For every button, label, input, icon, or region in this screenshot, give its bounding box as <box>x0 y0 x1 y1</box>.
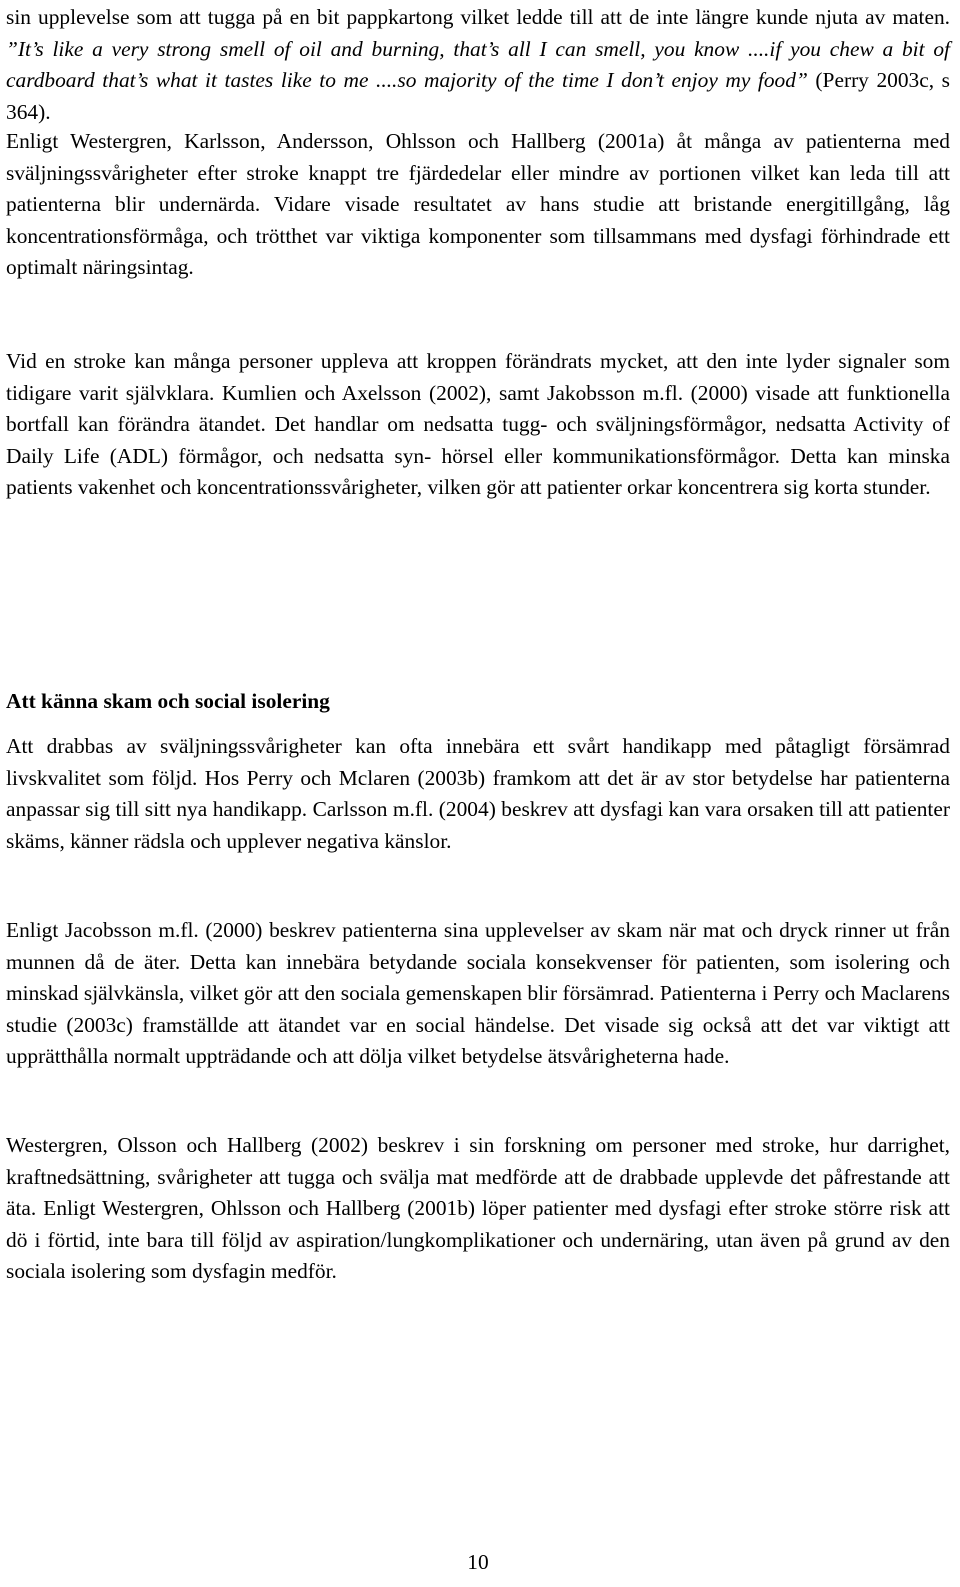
paragraph-handicap: Att drabbas av sväljningssvårigheter kan ofta innebära ett svårt handikapp med påtagligt försämrad livskvalitet som följd. Hos Perry och Mclaren (2003b) framkom att det är av stor betydelse har patienterna anpassar sig till sitt nya handikapp. Carlsson m.fl. (2004) beskrev att dysfagi kan vara orsaken till att patienter skäms, känner rädsla och upplever negativa känslor. <box>6 734 950 853</box>
quote-citation: (Perry 2003c, s 364). <box>6 68 950 124</box>
paragraph-westergren-2001a: Enligt Westergren, Karlsson, Andersson, Ohlsson och Hallberg (2001a) åt många av patienterna med sväljningssvårigheter efter stroke knappt tre fjärdedelar eller mindre av portionen vilket kan leda till att patienterna blir undernärda. Vidare visade resultatet av hans studie att bristande energitillgång, låg koncentrationsförmåga, och trötthet var viktiga komponenter som tillsammans med dysfagi förhindrade ett optimalt näringsintag. <box>6 129 950 279</box>
english-quote: ”It’s like a very strong smell of oil and burning, that’s all I can smell, you know ....if you chew a bit of cardboard that’s what it tastes like to me ....so majority of the time I don’t enjoy my food” <box>6 36 950 92</box>
quote-lead-text: sin upplevelse som att tugga på en bit pappkartong vilket ledde till att de inte längre kunde njuta av maten. <box>6 5 950 29</box>
paragraph-stroke-changes: Vid en stroke kan många personer uppleva att kroppen förändrats mycket, att den inte lyder signaler som tidigare varit självklara. Kumlien och Axelsson (2002), samt Jakobsson m.fl. (2000) visade att funktionella bortfall kan förändra ätandet. Det handlar om nedsatta tugg- och sväljningsförmågor, nedsatta Activity of Daily Life (ADL) förmågor, och nedsatta syn- hörsel eller kommunikationsförmågor. Detta kan minska patients vakenhet och koncentrationssvårigheter, vilken gör att patienter orkar koncentrera sig korta stunder. <box>6 349 950 499</box>
paragraph-shame: Enligt Jacobsson m.fl. (2000) beskrev patienterna sina upplevelser av skam när mat och dryck rinner ut från munnen då de äter. Detta kan innebära betydande sociala konsekvenser för patienten, som isolering och minskad självkänsla, vilket gör att den sociala gemenskapen blir försämrad. Patienterna i Perry och Maclarens studie (2003c) framställde att ätandet var en social händelse. Det visade sig också att det var viktigt att upprätthålla normalt uppträdande och att dölja vilket betydelse ätsvårigheterna hade. <box>6 918 950 1068</box>
section-heading: Att känna skam och social isolering <box>6 689 330 713</box>
page-number: 10 <box>467 1550 489 1574</box>
paragraph-isolation: Westergren, Olsson och Hallberg (2002) beskrev i sin forskning om personer med stroke, hur darrighet, kraftnedsättning, svårigheter att tugga och svälja mat medförde att de drabbade upplevde det påfrestande att äta. Enligt Westergren, Ohlsson och Hallberg (2001b) löper patienter med dysfagi efter stroke större risk att dö i förtid, inte bara till följd av aspiration/lungkomplikationer och undernäring, utan även på grund av den sociala isolering som dysfagin medför. <box>6 1133 950 1283</box>
quote-paragraph <box>6 2 950 128</box>
